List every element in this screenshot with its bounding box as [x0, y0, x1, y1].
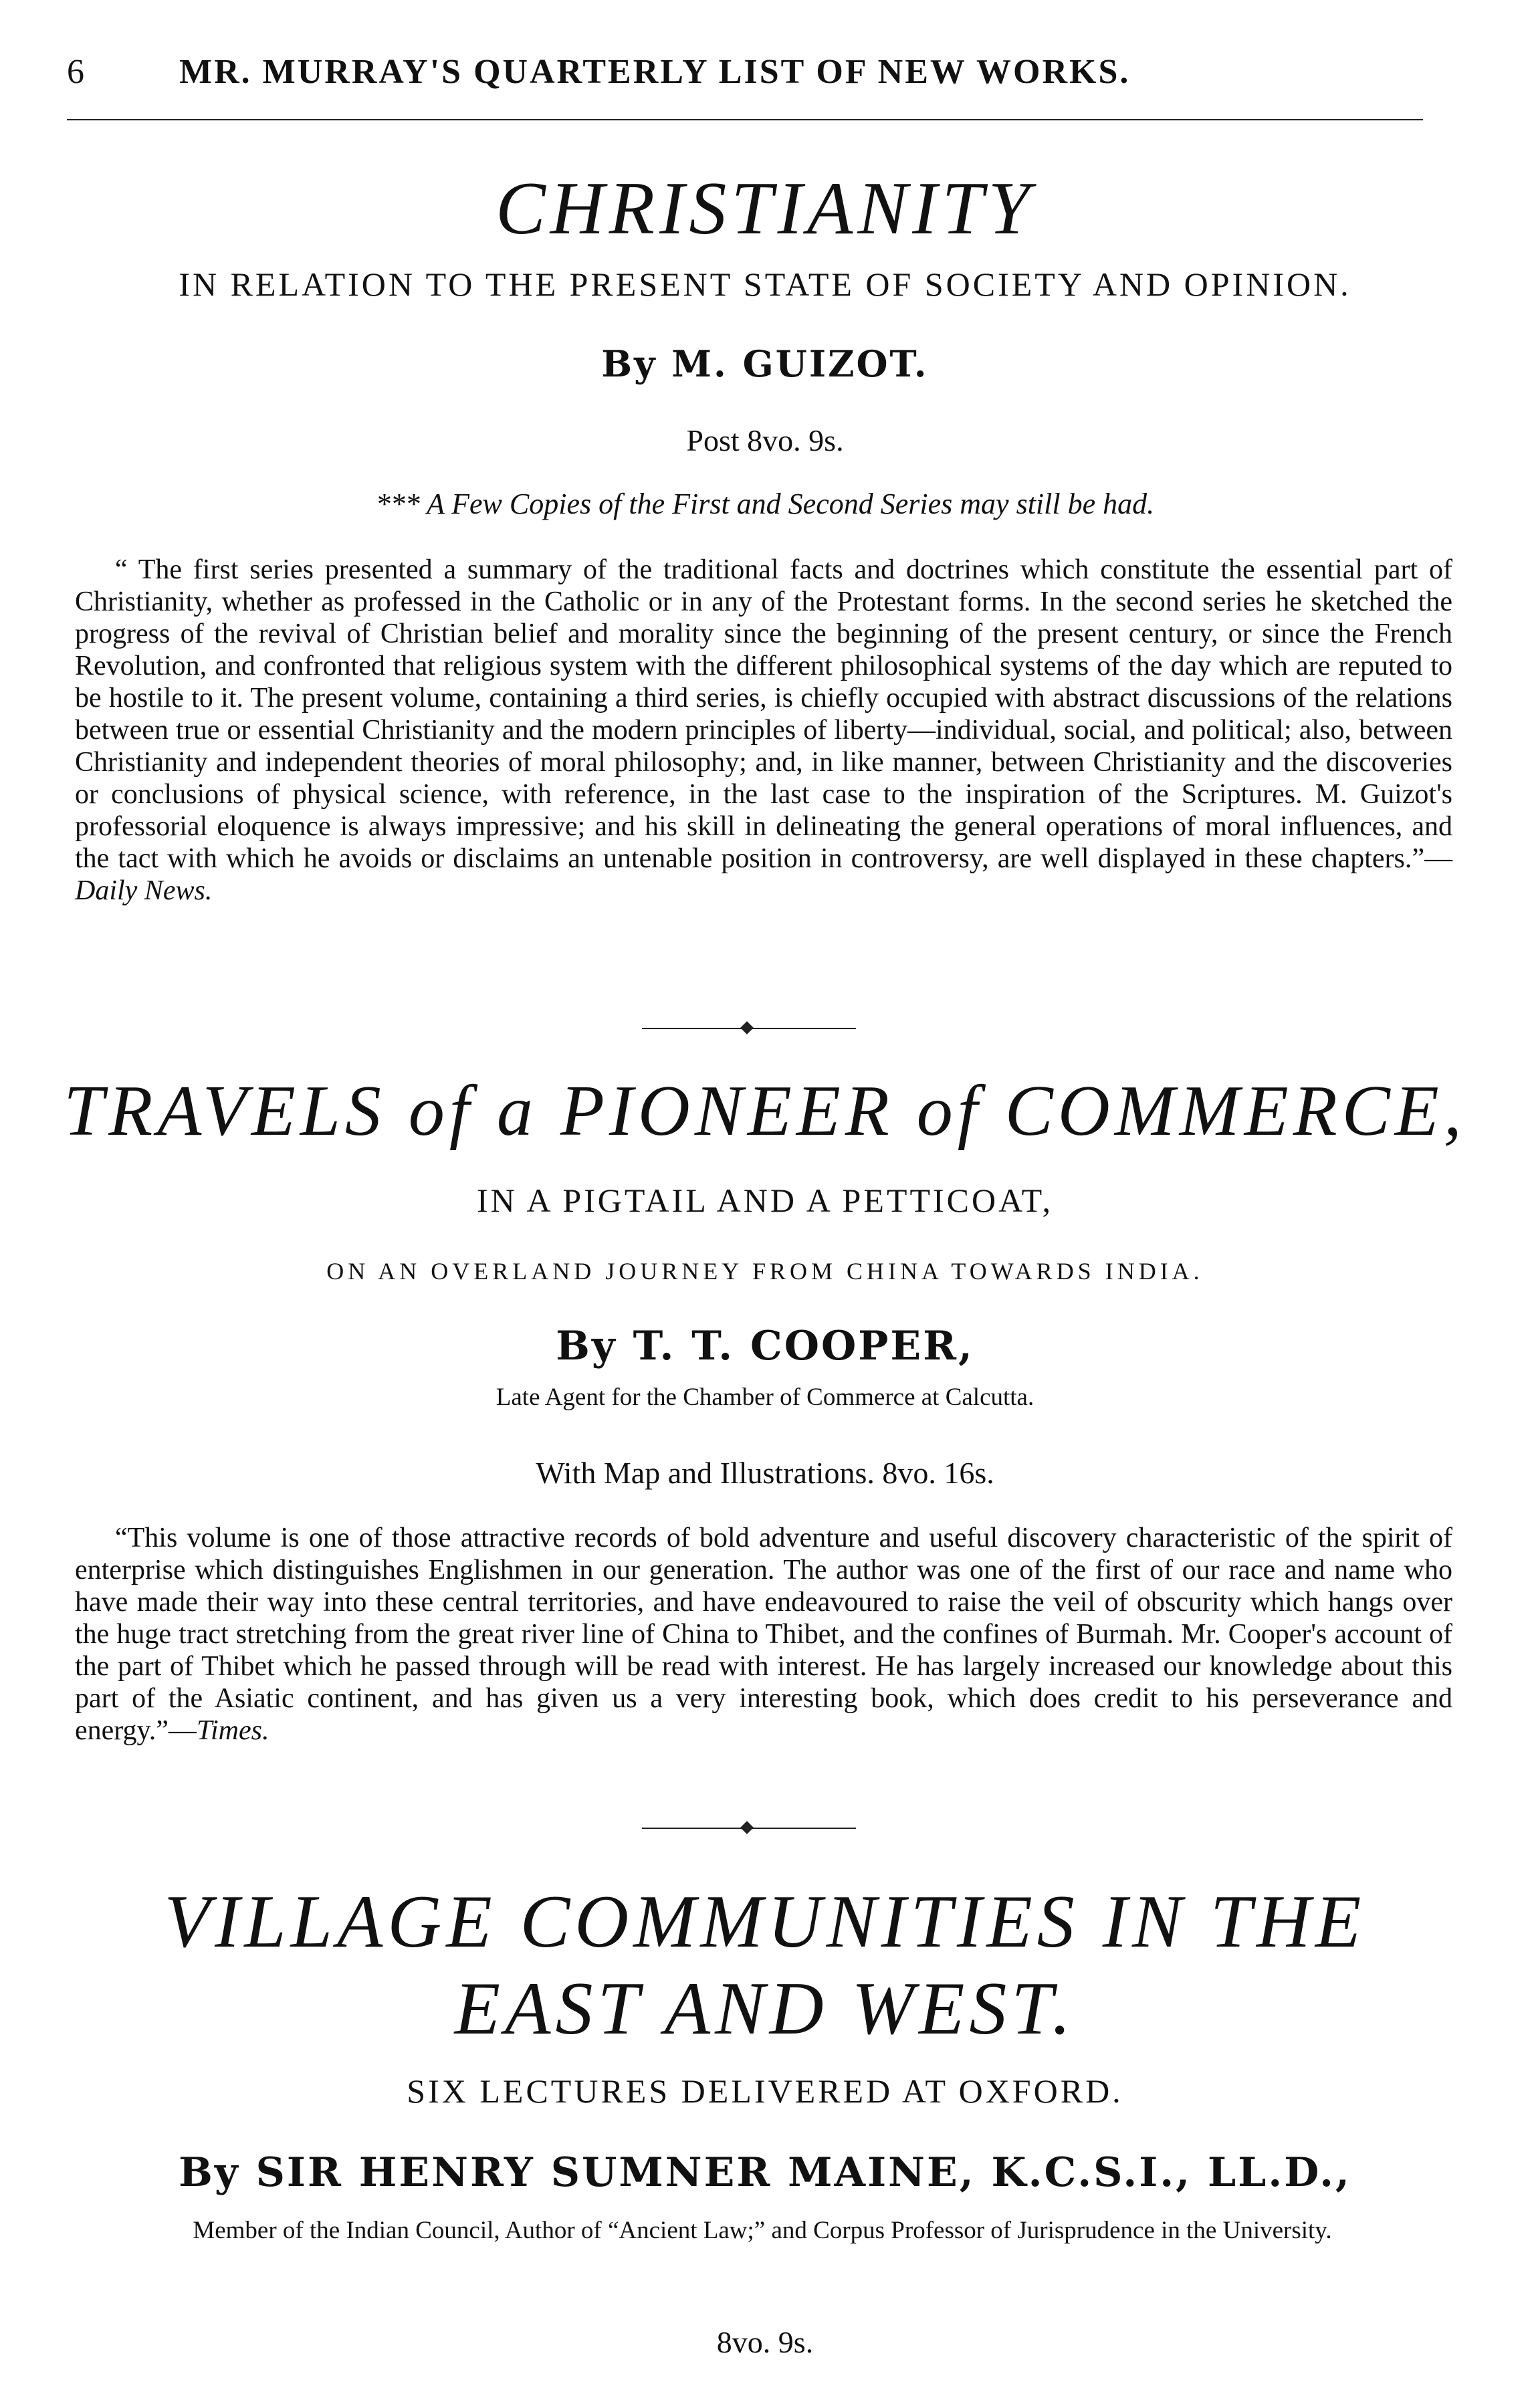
book-author: By SIR HENRY SUMNER MAINE, K.C.S.I., LL.D., — [179, 2149, 1351, 2196]
book-subtitle: IN A PIGTAIL AND A PETTICOAT, — [477, 1182, 1053, 1219]
book-subtitle: SIX LECTURES DELIVERED AT OXFORD. — [407, 2072, 1123, 2110]
book-title: TRAVELS of a PIONEER of COMMERCE, — [64, 1071, 1466, 1151]
section-divider — [642, 1015, 856, 1042]
book-author: By M. GUIZOT. — [601, 342, 929, 385]
author-note: Member of the Indian Council, Author of “Ancient Law;” and Corpus Professor of Jurisprudence in the University. — [193, 2217, 1332, 2244]
book-title: CHRISTIANITY — [496, 167, 1034, 250]
running-head-title: MR. MURRAY'S QUARTERLY LIST OF NEW WORKS. — [179, 53, 1131, 91]
book-price: With Map and Illustrations. 8vo. 16s. — [536, 1456, 994, 1490]
book-note: *** A Few Copies of the First and Second Series may still be had. — [375, 487, 1155, 520]
book-price: Post 8vo. 9s. — [686, 423, 844, 457]
review-text: “ The first series presented a summary of the traditional facts and doctrines which constitute the essential part of Christianity, whether as professed in the Catholic or in any of the Protestant forms. In the second series he sketched the progress of the revival of Christian belief and morality since the beginning of the present century, or since the French Revolution, and confronted that religious system with the different philosophical systems of the day which are reputed to be hostile to it. The present volume, containing a third series, is chiefly occupied with abstract discussions of the relations between true or essential Christianity and the modern principles of liberty—individual, social, and political; also, between Christianity and independent theories of moral philosophy; and, in like manner, between Christianity and the discoveries or conclusions of physical science, with reference, in the last case to the inspiration of the Scriptures. M. Guizot's professorial eloquence is always impressive; and his skill in delineating the general operations of moral influences, and the tact with which he avoids or disclaims an untenable position in controversy, are well displayed in these chapters.”— — [75, 554, 1452, 874]
book-author: By T. T. COOPER, — [556, 1323, 974, 1370]
book-price: 8vo. 9s. — [716, 2325, 814, 2359]
book-title-line-2: EAST AND WEST. — [454, 1967, 1076, 2050]
book-title: VILLAGE COMMUNITIES IN THE — [164, 1880, 1366, 1963]
book-subtitle: IN RELATION TO THE PRESENT STATE OF SOCIETY AND OPINION. — [179, 265, 1351, 303]
book-review — [75, 1522, 1452, 1747]
divider-ornament — [740, 1821, 754, 1834]
section-divider — [642, 1815, 856, 1842]
review-source: Daily News. — [75, 875, 213, 906]
running-head — [67, 52, 1423, 120]
review-text: “This volume is one of those attractive records of bold adventure and useful discovery characteristic of the spirit of enterprise which distinguishes Englishmen in our generation. The author was one of the first of our race and name who have made their way into these central territories, and have endeavoured to raise the veil of obscurity which hangs over the huge tract stretching from the great river line of China to Thibet, and the confines of Burmah. Mr. Cooper's account of the part of Thibet which he passed through will be read with interest. He has largely increased our knowledge about this part of the Asiatic continent, and has given us a very interesting book, which does credit to his perseverance and energy.”— — [75, 1523, 1452, 1746]
review-source: Times. — [196, 1715, 269, 1746]
book-review — [75, 554, 1452, 907]
page-number: 6 — [67, 53, 84, 91]
book-subtitle-secondary: ON AN OVERLAND JOURNEY FROM CHINA TOWARDS INDIA. — [326, 1258, 1204, 1285]
author-note: Late Agent for the Chamber of Commerce at Calcutta. — [496, 1384, 1034, 1411]
divider-ornament — [740, 1021, 754, 1034]
